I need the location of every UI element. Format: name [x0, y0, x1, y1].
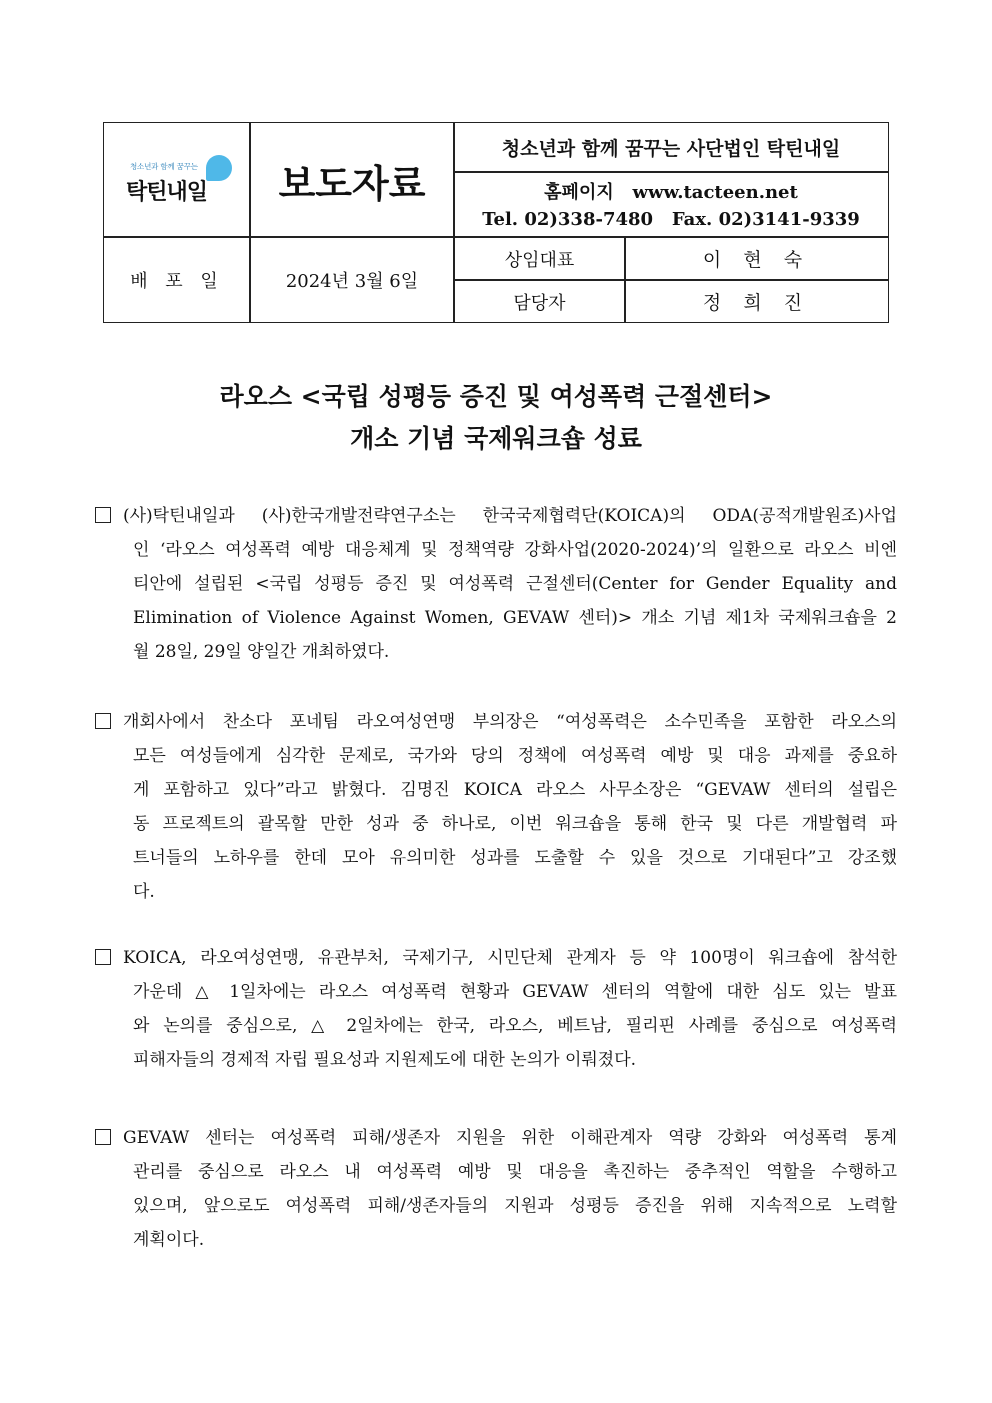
logo-bubble-icon — [206, 155, 232, 181]
paragraph-line: 게 포함하고 있다”라고 밝혔다. 김명진 KOICA 라오스 사무소장은 “GEVAW 센터의 설립은 — [133, 780, 897, 800]
table-divider — [454, 279, 888, 281]
table-divider — [453, 123, 455, 322]
paragraph-line: 피해자들의 경제적 자립 필요성과 지원제도에 대한 논의가 이뤄졌다. — [133, 1050, 637, 1070]
paragraph-line: 동 프로젝트의 괄목할 만한 성과 중 하나로, 이번 워크숍을 통해 한국 및 다른 개발협력 파 — [133, 814, 897, 834]
representative-label: 상임대표 — [504, 249, 575, 271]
checkbox-bullet-icon — [95, 713, 111, 729]
logo-name: 탁틴내일 — [126, 180, 208, 205]
headline — [0, 376, 992, 460]
paragraph-line: 와 논의를 중심으로, △ 2일차에는 한국, 라오스, 베트남, 필리핀 사례를 중심으로 여성폭력 — [133, 1016, 897, 1036]
document-title: 보도자료 — [278, 161, 426, 206]
release-date-value: 2024년 3월 6일 — [285, 271, 419, 292]
table-divider — [104, 236, 888, 238]
organization-name: 청소년과 함께 꿈꾸는 사단법인 탁틴내일 — [501, 138, 841, 160]
manager-label: 담당자 — [513, 292, 566, 314]
homepage-text: 홈페이지 www.tacteen.net — [544, 181, 798, 203]
paragraph-line: KOICA, 라오여성연맹, 유관부처, 국제기구, 시민단체 관계자 등 약 100명이 워크숍에 참석한 — [123, 948, 897, 968]
logo-cell — [104, 123, 250, 237]
body-paragraph-4 — [95, 1121, 897, 1257]
paragraph-line: 다. — [133, 882, 155, 902]
paragraph-line: 개회사에서 찬소다 포네팀 라오여성연맹 부의장은 “여성폭력은 소수민족을 포함한 라오스의 — [123, 712, 897, 732]
paragraph-line: 모든 여성들에게 심각한 문제로, 국가와 당의 정책에 여성폭력 예방 및 대응 과제를 중요하 — [133, 746, 897, 766]
paragraph-line: 인 ‘라오스 여성폭력 예방 대응체계 및 정책역량 강화사업(2020-2024)’의 일환으로 라오스 비엔 — [133, 540, 897, 560]
body-paragraph-3 — [95, 941, 897, 1077]
press-release-header-table — [103, 122, 889, 323]
checkbox-bullet-icon — [95, 1129, 111, 1145]
paragraph-line: Elimination of Violence Against Women, GEVAW 센터)> 개소 기념 제1차 국제워크숍을 2 — [133, 608, 897, 628]
body-paragraph-1 — [95, 499, 897, 669]
paragraph-line: 관리를 중심으로 라오스 내 여성폭력 예방 및 대응을 촉진하는 중추적인 역할을 수행하고 — [133, 1162, 897, 1182]
organization-logo — [122, 155, 232, 211]
headline-line-1: 라오스 <국립 성평등 증진 및 여성폭력 근절센터> — [219, 382, 773, 411]
paragraph-line: 티안에 설립된 <국립 성평등 증진 및 여성폭력 근절센터(Center for Gender Equality and — [133, 574, 897, 594]
paragraph-line: 트너들의 노하우를 한데 모아 유의미한 성과를 도출할 수 있을 것으로 기대된다”고 강조했 — [133, 848, 897, 868]
checkbox-bullet-icon — [95, 507, 111, 523]
checkbox-bullet-icon — [95, 949, 111, 965]
representative-value: 이 현 숙 — [702, 249, 811, 271]
paragraph-line: 계획이다. — [133, 1230, 205, 1250]
paragraph-line: 있으며, 앞으로도 여성폭력 피해/생존자들의 지원과 성평등 증진을 위해 지속적으로 노력할 — [133, 1196, 897, 1216]
contact-info — [454, 172, 888, 237]
table-divider — [454, 171, 888, 173]
body-paragraph-2 — [95, 705, 897, 909]
phone-fax-text: Tel. 02)338-7480 Fax. 02)3141-9339 — [482, 208, 860, 230]
manager-value: 정 희 진 — [702, 292, 811, 314]
table-divider — [249, 123, 251, 322]
logo-tagline: 청소년과 함께 꿈꾸는 — [130, 162, 198, 171]
paragraph-line: (사)탁틴내일과 (사)한국개발전략연구소는 한국국제협력단(KOICA)의 ODA(공적개발원조)사업 — [123, 506, 897, 526]
paragraph-line: GEVAW 센터는 여성폭력 피해/생존자 지원을 위한 이해관계자 역량 강화와 여성폭력 통계 — [123, 1128, 897, 1148]
release-date-label: 배 포 일 — [130, 271, 224, 292]
paragraph-line: 가운데 △ 1일차에는 라오스 여성폭력 현황과 GEVAW 센터의 역할에 대한 심도 있는 발표 — [133, 982, 897, 1002]
paragraph-line: 월 28일, 29일 양일간 개최하였다. — [133, 642, 390, 662]
headline-line-2: 개소 기념 국제워크숍 성료 — [350, 424, 642, 453]
